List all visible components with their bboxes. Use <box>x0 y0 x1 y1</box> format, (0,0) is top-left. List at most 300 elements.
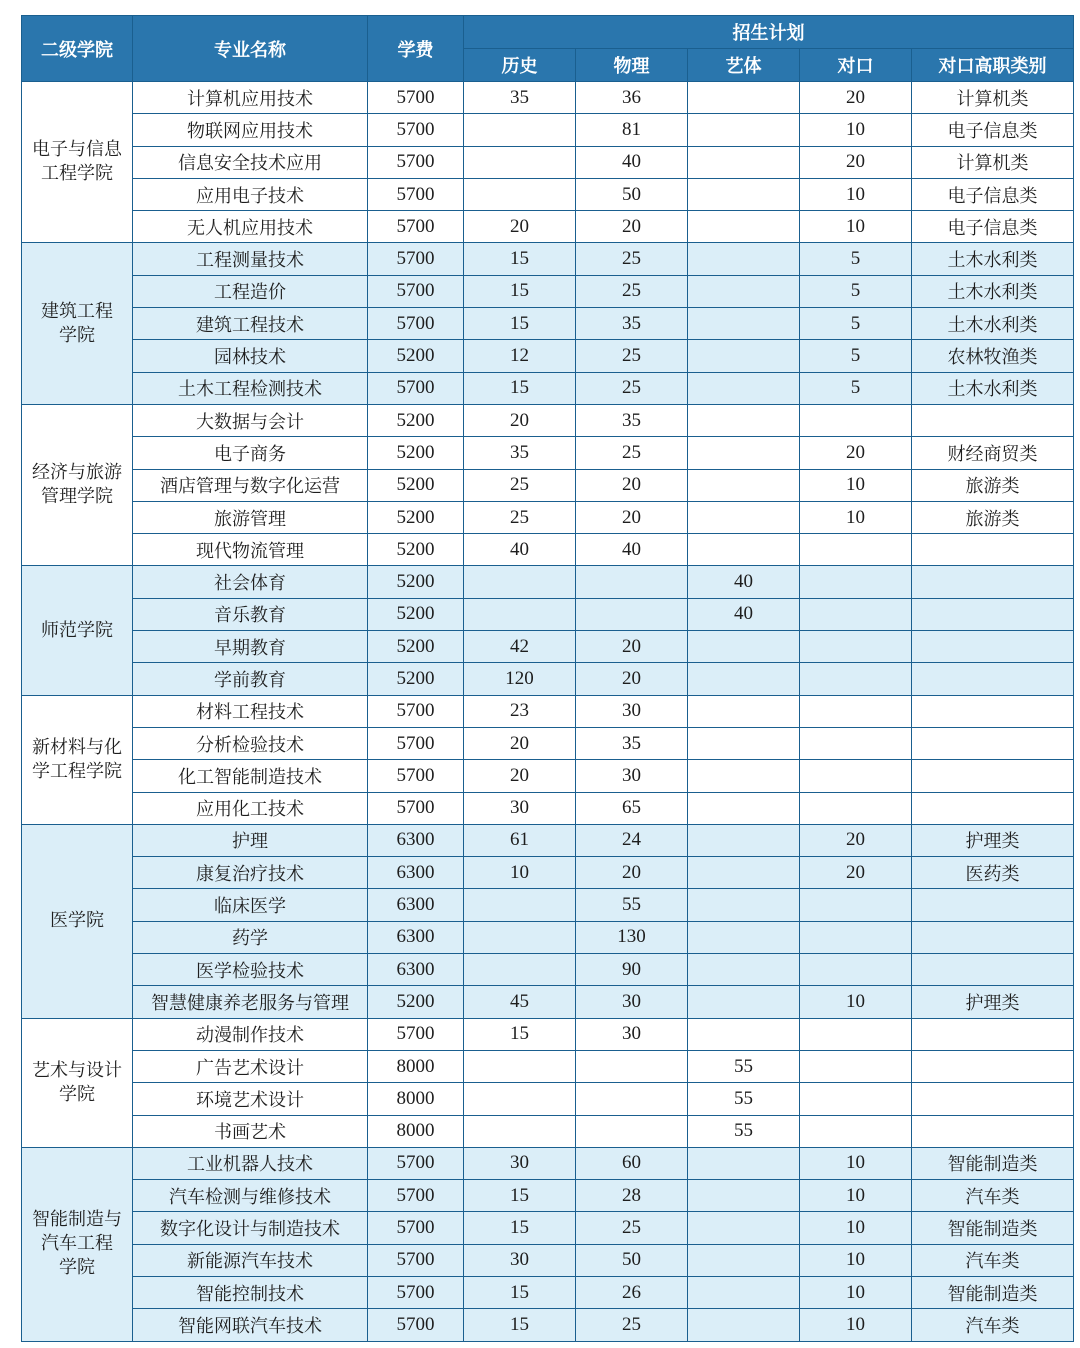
vocational-cell: 10 <box>800 986 912 1018</box>
history-cell: 20 <box>464 211 576 243</box>
history-cell: 120 <box>464 663 576 695</box>
tuition-cell: 8000 <box>368 1083 464 1115</box>
tuition-cell: 5200 <box>368 534 464 566</box>
vocational-cell: 10 <box>800 211 912 243</box>
major-cell: 学前教育 <box>133 663 368 695</box>
physics-cell: 60 <box>576 1147 688 1179</box>
college-name-line: 学院 <box>59 1083 95 1105</box>
major-cell: 广告艺术设计 <box>133 1050 368 1082</box>
arts-sports-cell <box>688 1309 800 1341</box>
arts-sports-cell <box>688 889 800 921</box>
major-cell: 应用电子技术 <box>133 178 368 210</box>
table-row <box>22 1180 1074 1212</box>
vocational-category-cell: 农林牧渔类 <box>912 340 1074 372</box>
header-college: 二级学院 <box>22 16 133 82</box>
header-vocational-category: 对口高职类别 <box>912 49 1074 82</box>
tuition-cell: 5200 <box>368 598 464 630</box>
vocational-cell: 10 <box>800 1147 912 1179</box>
history-cell <box>464 1115 576 1147</box>
physics-cell: 35 <box>576 308 688 340</box>
tuition-cell: 5200 <box>368 986 464 1018</box>
arts-sports-cell <box>688 792 800 824</box>
college-name-line: 管理学院 <box>41 486 113 508</box>
table-row <box>22 631 1074 663</box>
vocational-cell: 20 <box>800 437 912 469</box>
vocational-category-cell: 护理类 <box>912 824 1074 856</box>
major-cell: 物联网应用技术 <box>133 114 368 146</box>
vocational-cell <box>800 760 912 792</box>
table-row <box>22 534 1074 566</box>
vocational-cell: 5 <box>800 340 912 372</box>
vocational-category-cell <box>912 954 1074 986</box>
table-row <box>22 211 1074 243</box>
history-cell <box>464 954 576 986</box>
vocational-cell: 20 <box>800 857 912 889</box>
history-cell: 30 <box>464 1147 576 1179</box>
tuition-cell: 5700 <box>368 1276 464 1308</box>
table-row <box>22 760 1074 792</box>
college-name-line: 电子与信息 <box>32 139 122 161</box>
major-cell: 园林技术 <box>133 340 368 372</box>
physics-cell: 20 <box>576 211 688 243</box>
table-row <box>22 1115 1074 1147</box>
history-cell <box>464 566 576 598</box>
table-row <box>22 1276 1074 1308</box>
vocational-cell: 10 <box>800 501 912 533</box>
arts-sports-cell <box>688 82 800 114</box>
tuition-cell: 5200 <box>368 566 464 598</box>
physics-cell: 20 <box>576 857 688 889</box>
table-row <box>22 1083 1074 1115</box>
history-cell: 15 <box>464 1212 576 1244</box>
vocational-cell <box>800 1050 912 1082</box>
tuition-cell: 5200 <box>368 501 464 533</box>
vocational-category-cell: 护理类 <box>912 986 1074 1018</box>
college-name-line: 建筑工程 <box>41 300 113 322</box>
vocational-cell <box>800 792 912 824</box>
tuition-cell: 5700 <box>368 760 464 792</box>
history-cell: 42 <box>464 631 576 663</box>
tuition-cell: 5700 <box>368 308 464 340</box>
major-cell: 化工智能制造技术 <box>133 760 368 792</box>
tuition-cell: 5200 <box>368 404 464 436</box>
table-row <box>22 1309 1074 1341</box>
vocational-category-cell <box>912 1050 1074 1082</box>
arts-sports-cell <box>688 986 800 1018</box>
physics-cell: 20 <box>576 631 688 663</box>
physics-cell: 50 <box>576 178 688 210</box>
tuition-cell: 5700 <box>368 275 464 307</box>
physics-cell: 50 <box>576 1244 688 1276</box>
major-cell: 智能控制技术 <box>133 1276 368 1308</box>
arts-sports-cell <box>688 1018 800 1050</box>
history-cell: 25 <box>464 469 576 501</box>
history-cell: 45 <box>464 986 576 1018</box>
admissions-plan-table <box>21 15 1074 1342</box>
tuition-cell: 6300 <box>368 954 464 986</box>
tuition-cell: 5700 <box>368 727 464 759</box>
arts-sports-cell <box>688 1244 800 1276</box>
history-cell: 15 <box>464 243 576 275</box>
history-cell: 61 <box>464 824 576 856</box>
table-row <box>22 1018 1074 1050</box>
arts-sports-cell <box>688 727 800 759</box>
physics-cell: 28 <box>576 1180 688 1212</box>
vocational-cell <box>800 1115 912 1147</box>
college-cell <box>22 243 133 404</box>
arts-sports-cell <box>688 275 800 307</box>
college-cell <box>22 1018 133 1147</box>
tuition-cell: 5700 <box>368 1212 464 1244</box>
table-row <box>22 1244 1074 1276</box>
tuition-cell: 5700 <box>368 1180 464 1212</box>
tuition-cell: 5700 <box>368 1244 464 1276</box>
header-physics: 物理 <box>576 49 688 82</box>
vocational-cell: 10 <box>800 1276 912 1308</box>
vocational-category-cell <box>912 1018 1074 1050</box>
table-row <box>22 954 1074 986</box>
table-row <box>22 857 1074 889</box>
arts-sports-cell <box>688 404 800 436</box>
table-row <box>22 340 1074 372</box>
physics-cell: 55 <box>576 889 688 921</box>
arts-sports-cell <box>688 824 800 856</box>
table-row <box>22 921 1074 953</box>
arts-sports-cell: 55 <box>688 1115 800 1147</box>
history-cell: 35 <box>464 82 576 114</box>
vocational-category-cell: 智能制造类 <box>912 1212 1074 1244</box>
physics-cell <box>576 1050 688 1082</box>
physics-cell: 40 <box>576 146 688 178</box>
arts-sports-cell <box>688 695 800 727</box>
table-row <box>22 146 1074 178</box>
vocational-category-cell <box>912 1083 1074 1115</box>
major-cell: 智能网联汽车技术 <box>133 1309 368 1341</box>
vocational-cell: 10 <box>800 178 912 210</box>
tuition-cell: 6300 <box>368 857 464 889</box>
history-cell <box>464 1083 576 1115</box>
vocational-cell <box>800 631 912 663</box>
table-row <box>22 986 1074 1018</box>
tuition-cell: 5700 <box>368 146 464 178</box>
arts-sports-cell <box>688 243 800 275</box>
vocational-category-cell: 土木水利类 <box>912 275 1074 307</box>
arts-sports-cell: 40 <box>688 598 800 630</box>
history-cell: 23 <box>464 695 576 727</box>
header-enrollment-plan: 招生计划 <box>464 16 1074 49</box>
tuition-cell: 5700 <box>368 1147 464 1179</box>
physics-cell: 26 <box>576 1276 688 1308</box>
vocational-cell <box>800 598 912 630</box>
tuition-cell: 5200 <box>368 631 464 663</box>
history-cell: 30 <box>464 1244 576 1276</box>
tuition-cell: 5700 <box>368 372 464 404</box>
vocational-category-cell: 计算机类 <box>912 82 1074 114</box>
major-cell: 医学检验技术 <box>133 954 368 986</box>
table-row <box>22 566 1074 598</box>
header-history: 历史 <box>464 49 576 82</box>
physics-cell: 20 <box>576 663 688 695</box>
major-cell: 电子商务 <box>133 437 368 469</box>
vocational-category-cell <box>912 663 1074 695</box>
tuition-cell: 6300 <box>368 921 464 953</box>
physics-cell: 35 <box>576 727 688 759</box>
major-cell: 早期教育 <box>133 631 368 663</box>
tuition-cell: 5700 <box>368 1018 464 1050</box>
physics-cell: 30 <box>576 986 688 1018</box>
table-row <box>22 1212 1074 1244</box>
major-cell: 康复治疗技术 <box>133 857 368 889</box>
table-row <box>22 114 1074 146</box>
physics-cell: 20 <box>576 469 688 501</box>
college-cell <box>22 1147 133 1341</box>
arts-sports-cell <box>688 114 800 146</box>
tuition-cell: 8000 <box>368 1050 464 1082</box>
header-row-top <box>22 16 1074 49</box>
vocational-cell <box>800 695 912 727</box>
vocational-category-cell: 土木水利类 <box>912 243 1074 275</box>
college-name-line: 学工程学院 <box>32 760 122 782</box>
vocational-category-cell: 智能制造类 <box>912 1276 1074 1308</box>
table-row <box>22 824 1074 856</box>
physics-cell <box>576 1115 688 1147</box>
table-row <box>22 695 1074 727</box>
tuition-cell: 5700 <box>368 82 464 114</box>
history-cell: 15 <box>464 275 576 307</box>
college-cell <box>22 566 133 695</box>
vocational-category-cell <box>912 534 1074 566</box>
major-cell: 土木工程检测技术 <box>133 372 368 404</box>
history-cell: 25 <box>464 501 576 533</box>
arts-sports-cell <box>688 372 800 404</box>
major-cell: 书画艺术 <box>133 1115 368 1147</box>
history-cell <box>464 178 576 210</box>
vocational-category-cell: 医药类 <box>912 857 1074 889</box>
history-cell <box>464 146 576 178</box>
physics-cell: 25 <box>576 1212 688 1244</box>
tuition-cell: 5700 <box>368 695 464 727</box>
major-cell: 智慧健康养老服务与管理 <box>133 986 368 1018</box>
history-cell: 35 <box>464 437 576 469</box>
vocational-category-cell <box>912 792 1074 824</box>
physics-cell: 90 <box>576 954 688 986</box>
college-cell <box>22 82 133 243</box>
major-cell: 现代物流管理 <box>133 534 368 566</box>
arts-sports-cell: 55 <box>688 1083 800 1115</box>
major-cell: 酒店管理与数字化运营 <box>133 469 368 501</box>
table-row <box>22 1147 1074 1179</box>
tuition-cell: 5200 <box>368 469 464 501</box>
table-row <box>22 308 1074 340</box>
major-cell: 工程测量技术 <box>133 243 368 275</box>
arts-sports-cell <box>688 211 800 243</box>
table-row <box>22 889 1074 921</box>
arts-sports-cell <box>688 1180 800 1212</box>
vocational-cell <box>800 534 912 566</box>
physics-cell <box>576 598 688 630</box>
arts-sports-cell <box>688 1212 800 1244</box>
tuition-cell: 8000 <box>368 1115 464 1147</box>
college-cell <box>22 824 133 1018</box>
major-cell: 社会体育 <box>133 566 368 598</box>
vocational-category-cell: 汽车类 <box>912 1180 1074 1212</box>
arts-sports-cell: 55 <box>688 1050 800 1082</box>
physics-cell: 35 <box>576 404 688 436</box>
vocational-cell: 5 <box>800 308 912 340</box>
major-cell: 汽车检测与维修技术 <box>133 1180 368 1212</box>
history-cell: 15 <box>464 372 576 404</box>
vocational-cell: 10 <box>800 1244 912 1276</box>
history-cell <box>464 598 576 630</box>
table-row <box>22 1050 1074 1082</box>
vocational-category-cell <box>912 760 1074 792</box>
arts-sports-cell <box>688 534 800 566</box>
vocational-cell <box>800 727 912 759</box>
table-row <box>22 178 1074 210</box>
vocational-category-cell: 财经商贸类 <box>912 437 1074 469</box>
physics-cell: 25 <box>576 372 688 404</box>
table-row <box>22 598 1074 630</box>
vocational-cell: 5 <box>800 275 912 307</box>
physics-cell: 30 <box>576 695 688 727</box>
vocational-cell: 10 <box>800 1212 912 1244</box>
arts-sports-cell <box>688 501 800 533</box>
vocational-cell <box>800 921 912 953</box>
table-row <box>22 437 1074 469</box>
history-cell: 20 <box>464 727 576 759</box>
vocational-category-cell: 计算机类 <box>912 146 1074 178</box>
tuition-cell: 5700 <box>368 114 464 146</box>
major-cell: 药学 <box>133 921 368 953</box>
header-vocational: 对口 <box>800 49 912 82</box>
arts-sports-cell <box>688 469 800 501</box>
history-cell: 15 <box>464 1180 576 1212</box>
college-name-line: 医学院 <box>50 910 104 932</box>
arts-sports-cell: 40 <box>688 566 800 598</box>
arts-sports-cell <box>688 308 800 340</box>
vocational-cell: 10 <box>800 1180 912 1212</box>
major-cell: 旅游管理 <box>133 501 368 533</box>
physics-cell: 25 <box>576 243 688 275</box>
table-row <box>22 727 1074 759</box>
arts-sports-cell <box>688 954 800 986</box>
major-cell: 建筑工程技术 <box>133 308 368 340</box>
vocational-cell: 10 <box>800 469 912 501</box>
college-cell <box>22 404 133 565</box>
vocational-cell: 5 <box>800 372 912 404</box>
vocational-category-cell: 电子信息类 <box>912 178 1074 210</box>
vocational-cell <box>800 566 912 598</box>
vocational-category-cell <box>912 598 1074 630</box>
physics-cell <box>576 566 688 598</box>
vocational-category-cell: 汽车类 <box>912 1309 1074 1341</box>
major-cell: 计算机应用技术 <box>133 82 368 114</box>
table-row <box>22 275 1074 307</box>
tuition-cell: 5700 <box>368 1309 464 1341</box>
history-cell <box>464 1050 576 1082</box>
vocational-category-cell <box>912 921 1074 953</box>
major-cell: 护理 <box>133 824 368 856</box>
vocational-cell <box>800 1018 912 1050</box>
physics-cell: 25 <box>576 1309 688 1341</box>
college-name-line: 艺术与设计 <box>32 1059 122 1081</box>
college-name-line: 师范学院 <box>41 619 113 641</box>
tuition-cell: 5200 <box>368 340 464 372</box>
major-cell: 应用化工技术 <box>133 792 368 824</box>
vocational-cell: 20 <box>800 824 912 856</box>
college-name-line: 新材料与化 <box>32 736 122 758</box>
physics-cell: 20 <box>576 501 688 533</box>
vocational-category-cell: 旅游类 <box>912 469 1074 501</box>
vocational-category-cell <box>912 695 1074 727</box>
arts-sports-cell <box>688 340 800 372</box>
major-cell: 大数据与会计 <box>133 404 368 436</box>
physics-cell: 24 <box>576 824 688 856</box>
vocational-cell: 5 <box>800 243 912 275</box>
table-row <box>22 404 1074 436</box>
arts-sports-cell <box>688 857 800 889</box>
history-cell: 10 <box>464 857 576 889</box>
college-name-line: 经济与旅游 <box>32 462 122 484</box>
major-cell: 材料工程技术 <box>133 695 368 727</box>
major-cell: 数字化设计与制造技术 <box>133 1212 368 1244</box>
vocational-category-cell: 土木水利类 <box>912 308 1074 340</box>
physics-cell: 25 <box>576 437 688 469</box>
physics-cell: 25 <box>576 340 688 372</box>
history-cell <box>464 114 576 146</box>
physics-cell: 30 <box>576 760 688 792</box>
history-cell <box>464 921 576 953</box>
table-row <box>22 372 1074 404</box>
physics-cell: 30 <box>576 1018 688 1050</box>
arts-sports-cell <box>688 437 800 469</box>
arts-sports-cell <box>688 921 800 953</box>
vocational-category-cell <box>912 889 1074 921</box>
college-name-line: 智能制造与 <box>32 1209 122 1231</box>
vocational-category-cell: 电子信息类 <box>912 211 1074 243</box>
major-cell: 工程造价 <box>133 275 368 307</box>
vocational-category-cell: 智能制造类 <box>912 1147 1074 1179</box>
college-name-line: 汽车工程 <box>41 1233 113 1255</box>
major-cell: 分析检验技术 <box>133 727 368 759</box>
table-row <box>22 792 1074 824</box>
table-body <box>22 82 1074 1342</box>
vocational-cell <box>800 889 912 921</box>
vocational-cell: 20 <box>800 146 912 178</box>
physics-cell <box>576 1083 688 1115</box>
physics-cell: 40 <box>576 534 688 566</box>
major-cell: 工业机器人技术 <box>133 1147 368 1179</box>
tuition-cell: 5700 <box>368 792 464 824</box>
vocational-category-cell <box>912 1115 1074 1147</box>
arts-sports-cell <box>688 631 800 663</box>
college-cell <box>22 695 133 824</box>
tuition-cell: 5200 <box>368 663 464 695</box>
vocational-category-cell: 土木水利类 <box>912 372 1074 404</box>
history-cell: 20 <box>464 404 576 436</box>
major-cell: 信息安全技术应用 <box>133 146 368 178</box>
arts-sports-cell <box>688 663 800 695</box>
table-row <box>22 243 1074 275</box>
college-name-line: 工程学院 <box>41 163 113 185</box>
tuition-cell: 5700 <box>368 211 464 243</box>
vocational-cell <box>800 663 912 695</box>
vocational-cell <box>800 1083 912 1115</box>
major-cell: 新能源汽车技术 <box>133 1244 368 1276</box>
physics-cell: 130 <box>576 921 688 953</box>
vocational-category-cell: 旅游类 <box>912 501 1074 533</box>
vocational-cell: 10 <box>800 114 912 146</box>
